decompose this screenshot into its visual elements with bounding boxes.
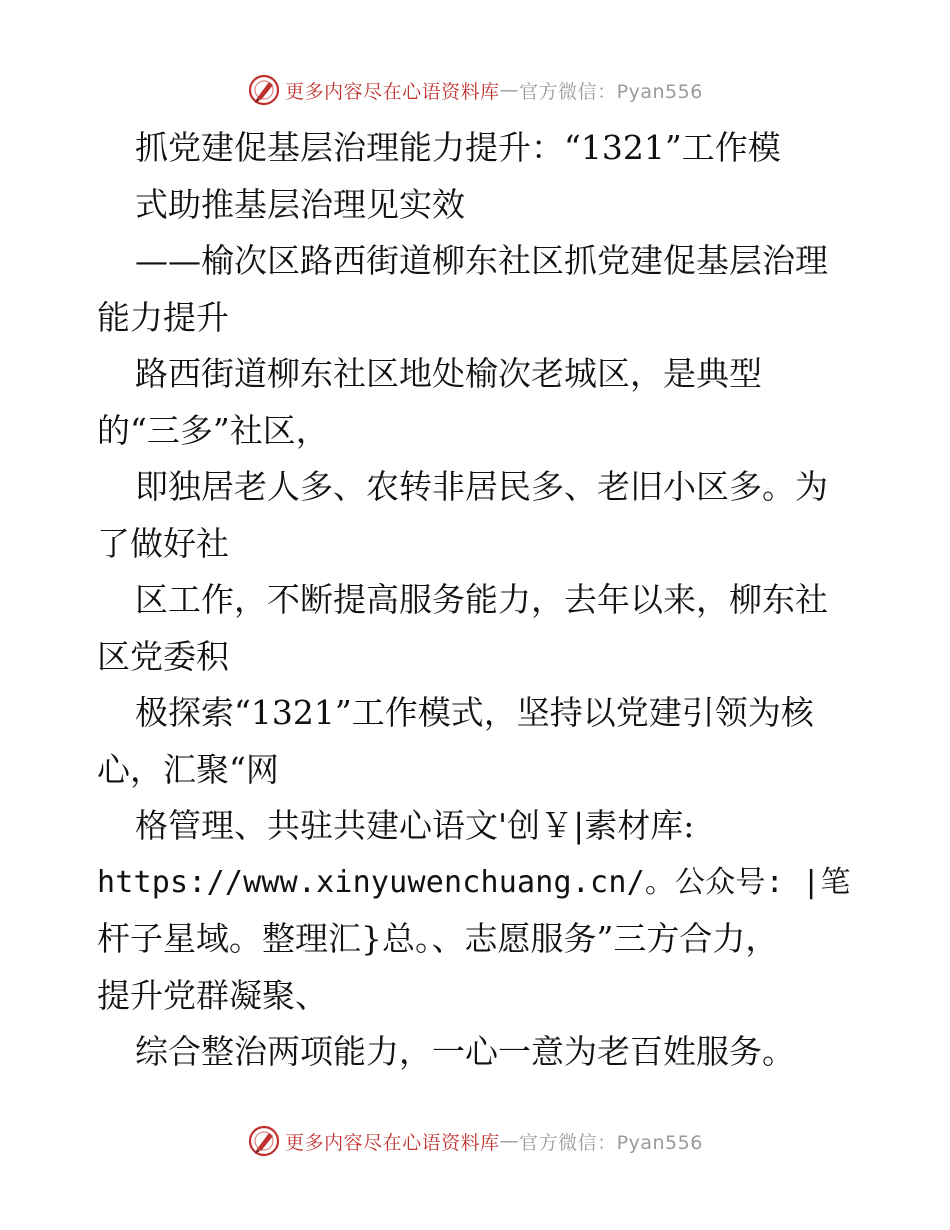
paragraph-line: 区工作，不断提高服务能力，去年以来，柳东社 (135, 580, 828, 619)
subtitle-line-1: ——榆次区路西街道柳东社区抓党建促基层治理 (135, 241, 828, 280)
header-watermark (0, 73, 950, 107)
subtitle-line-2: 能力提升 (97, 297, 229, 337)
paragraph-line: 心，汇聚“网 (97, 749, 279, 789)
paragraph-line: 杆子星域。整理汇}总。、志愿服务”三方合力， (97, 919, 779, 958)
paragraph-line: 极探索“1321”工作模式，坚持以党建引领为核 (135, 693, 814, 732)
watermark-dash: — (499, 79, 520, 101)
paragraph-line: 综合整治两项能力，一心一意为老百姓服务。 (135, 1032, 795, 1071)
watermark-grey-text: 官方微信：Pyan556 (519, 1131, 703, 1154)
watermark-grey-text: 官方微信：Pyan556 (519, 80, 703, 103)
paragraph-line: 路西街道柳东社区地处榆次老城区，是典型 (135, 354, 762, 393)
paragraph-line: 区党委积 (97, 636, 229, 676)
title-line-1: 抓党建促基层治理能力提升：“1321”工作模 (135, 128, 781, 167)
paragraph-line: 了做好社 (97, 523, 229, 563)
paragraph-line: 格管理、共驻共建心语文'创￥|素材库: (135, 806, 695, 845)
footer-watermark (0, 1124, 950, 1158)
paragraph-line: 的“三多”社区， (97, 410, 329, 450)
pen-circle-logo-icon (247, 1124, 281, 1158)
watermark-red-text: 更多内容尽在心语资料库 (285, 80, 500, 103)
url-line: https://www.xinyuwenchuang.cn/。公众号: |笔 (97, 864, 851, 900)
paragraph-line: 提升党群凝聚、 (97, 975, 328, 1015)
watermark-dash: — (499, 1130, 520, 1152)
document-body (97, 120, 857, 1081)
title-line-2: 式助推基层治理见实效 (135, 184, 465, 224)
paragraph-line: 即独居老人多、农转非居民多、老旧小区多。为 (135, 467, 828, 506)
pen-circle-logo-icon (247, 73, 281, 107)
watermark-red-text: 更多内容尽在心语资料库 (285, 1131, 500, 1154)
